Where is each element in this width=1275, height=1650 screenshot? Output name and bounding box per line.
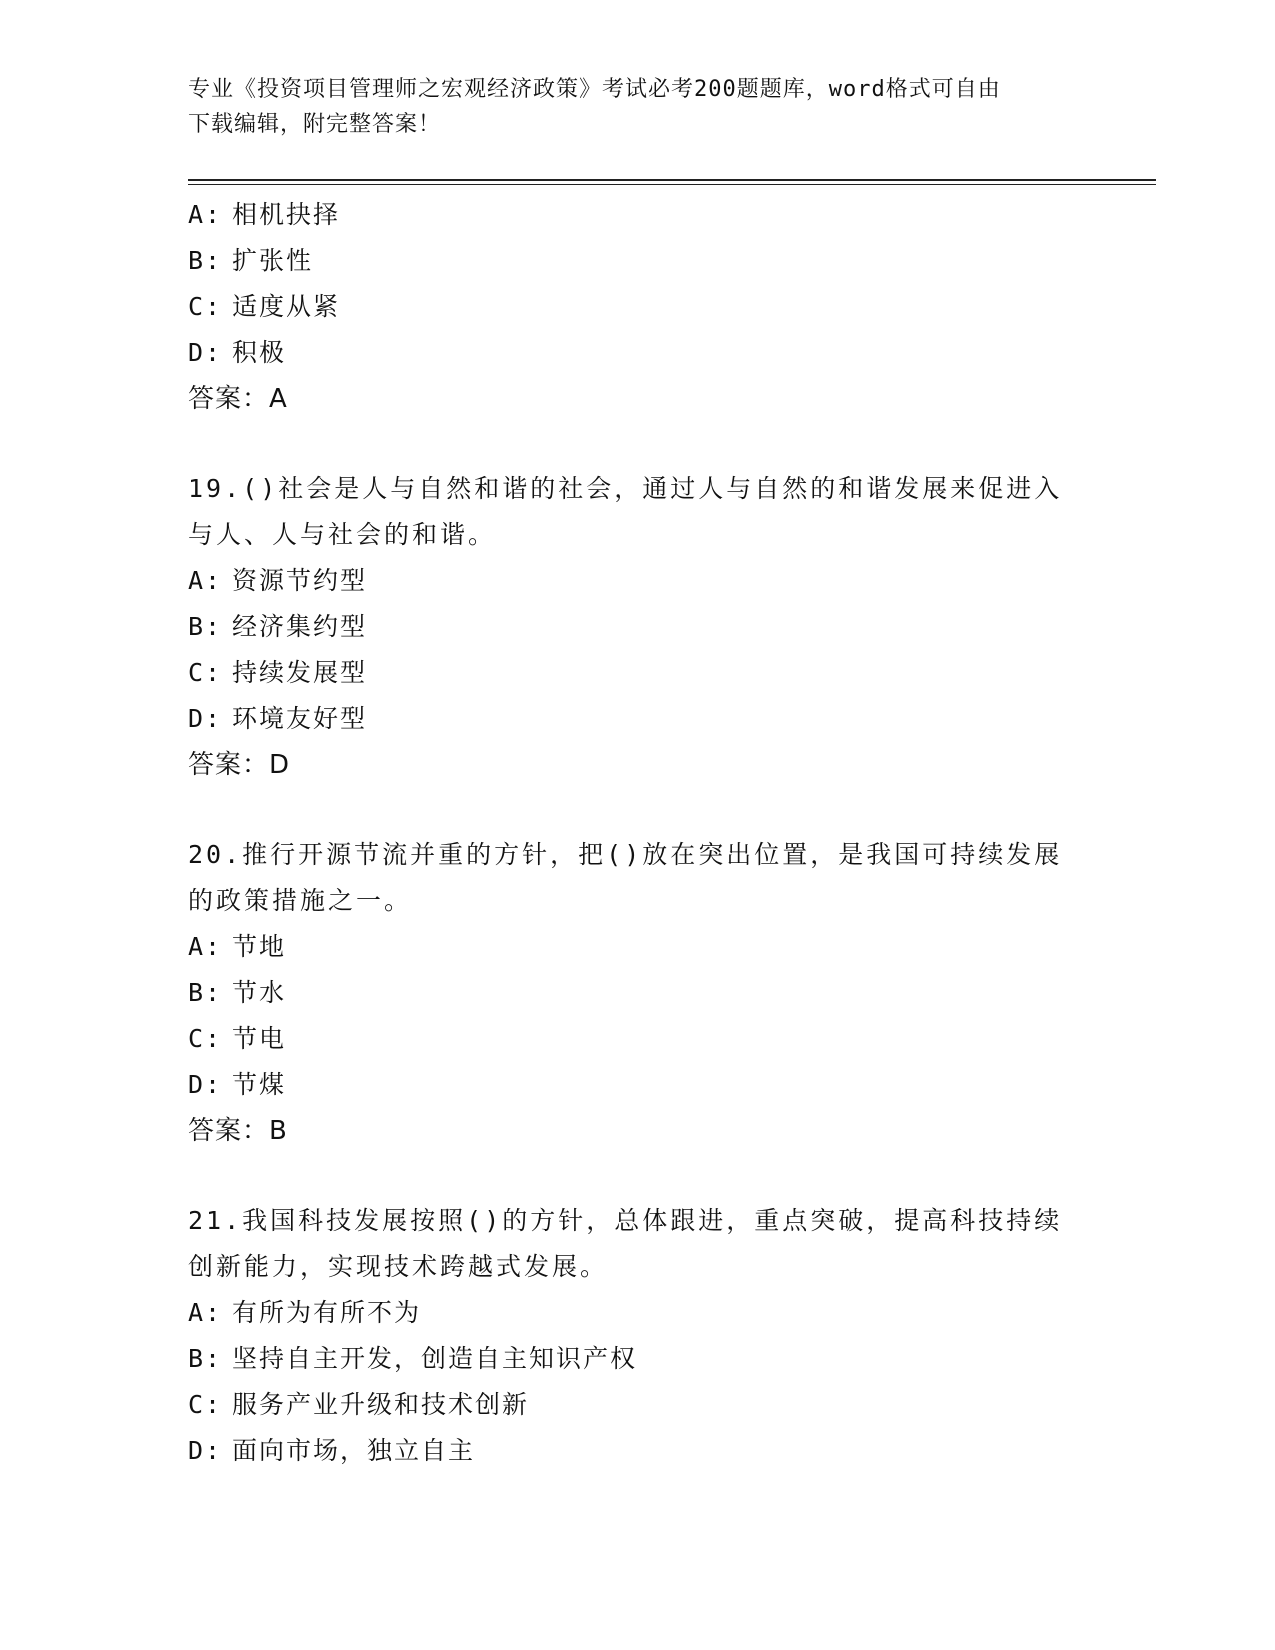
answer-line: 答案：B (188, 1116, 288, 1146)
question-text (188, 466, 1068, 558)
option-text: 面向市场，独立自主 (232, 1436, 476, 1465)
question-list (188, 192, 1088, 1474)
option-letter: A: (188, 932, 223, 961)
option-text: 坚持自主开发，创造自主知识产权 (232, 1344, 638, 1373)
option-text: 节煤 (232, 1070, 287, 1099)
document-header (188, 72, 1088, 142)
option-letter: B: (188, 246, 223, 275)
option-text: 相机抉择 (232, 200, 341, 229)
option-letter: C: (188, 1024, 223, 1053)
option-b (188, 604, 1088, 650)
option-d (188, 1062, 1088, 1108)
option-letter: D: (188, 338, 223, 367)
option-text: 积极 (232, 338, 287, 367)
option-text: 节地 (232, 932, 287, 961)
option-letter: B: (188, 612, 223, 641)
option-text: 节电 (232, 1024, 287, 1053)
option-a (188, 558, 1088, 604)
question-20-block (188, 832, 1088, 1154)
option-d (188, 330, 1088, 376)
question-text (188, 832, 1068, 924)
option-letter: A: (188, 566, 223, 595)
option-letter: D: (188, 1070, 223, 1099)
option-text: 服务产业升级和技术创新 (232, 1390, 530, 1419)
option-a (188, 192, 1088, 238)
question-line-2: 的政策措施之一。 (188, 886, 413, 915)
option-text: 节水 (232, 978, 287, 1007)
option-c (188, 650, 1088, 696)
question-21-block (188, 1198, 1088, 1474)
question-line-2: 与人、人与社会的和谐。 (188, 520, 497, 549)
option-text: 适度从紧 (232, 292, 341, 321)
question-19-block (188, 466, 1088, 788)
option-text: 环境友好型 (232, 704, 368, 733)
option-text: 扩张性 (232, 246, 314, 275)
question-line-1: 19.()社会是人与自然和谐的社会，通过人与自然的和谐发展来促进入 (188, 474, 1063, 503)
option-letter: D: (188, 1436, 223, 1465)
option-letter: C: (188, 658, 223, 687)
option-letter: D: (188, 704, 223, 733)
question-18-block (188, 192, 1088, 422)
option-a (188, 924, 1088, 970)
option-text: 经济集约型 (232, 612, 368, 641)
option-letter: C: (188, 1390, 223, 1419)
question-text (188, 1198, 1068, 1290)
option-letter: C: (188, 292, 223, 321)
header-divider-thin (188, 184, 1156, 185)
option-letter: B: (188, 1344, 223, 1373)
header-line-1: 专业《投资项目管理师之宏观经济政策》考试必考200题题库，word格式可自由 (188, 77, 1001, 102)
option-c (188, 284, 1088, 330)
option-a (188, 1290, 1088, 1336)
option-b (188, 970, 1088, 1016)
option-b (188, 238, 1088, 284)
answer-line: 答案：A (188, 384, 288, 414)
header-line-2: 下载编辑，附完整答案！ (188, 112, 442, 137)
option-d (188, 696, 1088, 742)
answer-line: 答案：D (188, 750, 291, 780)
option-d (188, 1428, 1088, 1474)
option-text: 资源节约型 (232, 566, 368, 595)
option-b (188, 1336, 1088, 1382)
question-line-1: 20.推行开源节流并重的方针，把()放在突出位置，是我国可持续发展 (188, 840, 1063, 869)
question-line-2: 创新能力，实现技术跨越式发展。 (188, 1252, 609, 1281)
option-c (188, 1016, 1088, 1062)
option-letter: B: (188, 978, 223, 1007)
question-line-1: 21.我国科技发展按照()的方针，总体跟进，重点突破，提高科技持续 (188, 1206, 1063, 1235)
option-text: 有所为有所不为 (232, 1298, 422, 1327)
option-letter: A: (188, 1298, 223, 1327)
header-divider-thick (188, 179, 1156, 181)
option-letter: A: (188, 200, 223, 229)
option-c (188, 1382, 1088, 1428)
option-text: 持续发展型 (232, 658, 368, 687)
